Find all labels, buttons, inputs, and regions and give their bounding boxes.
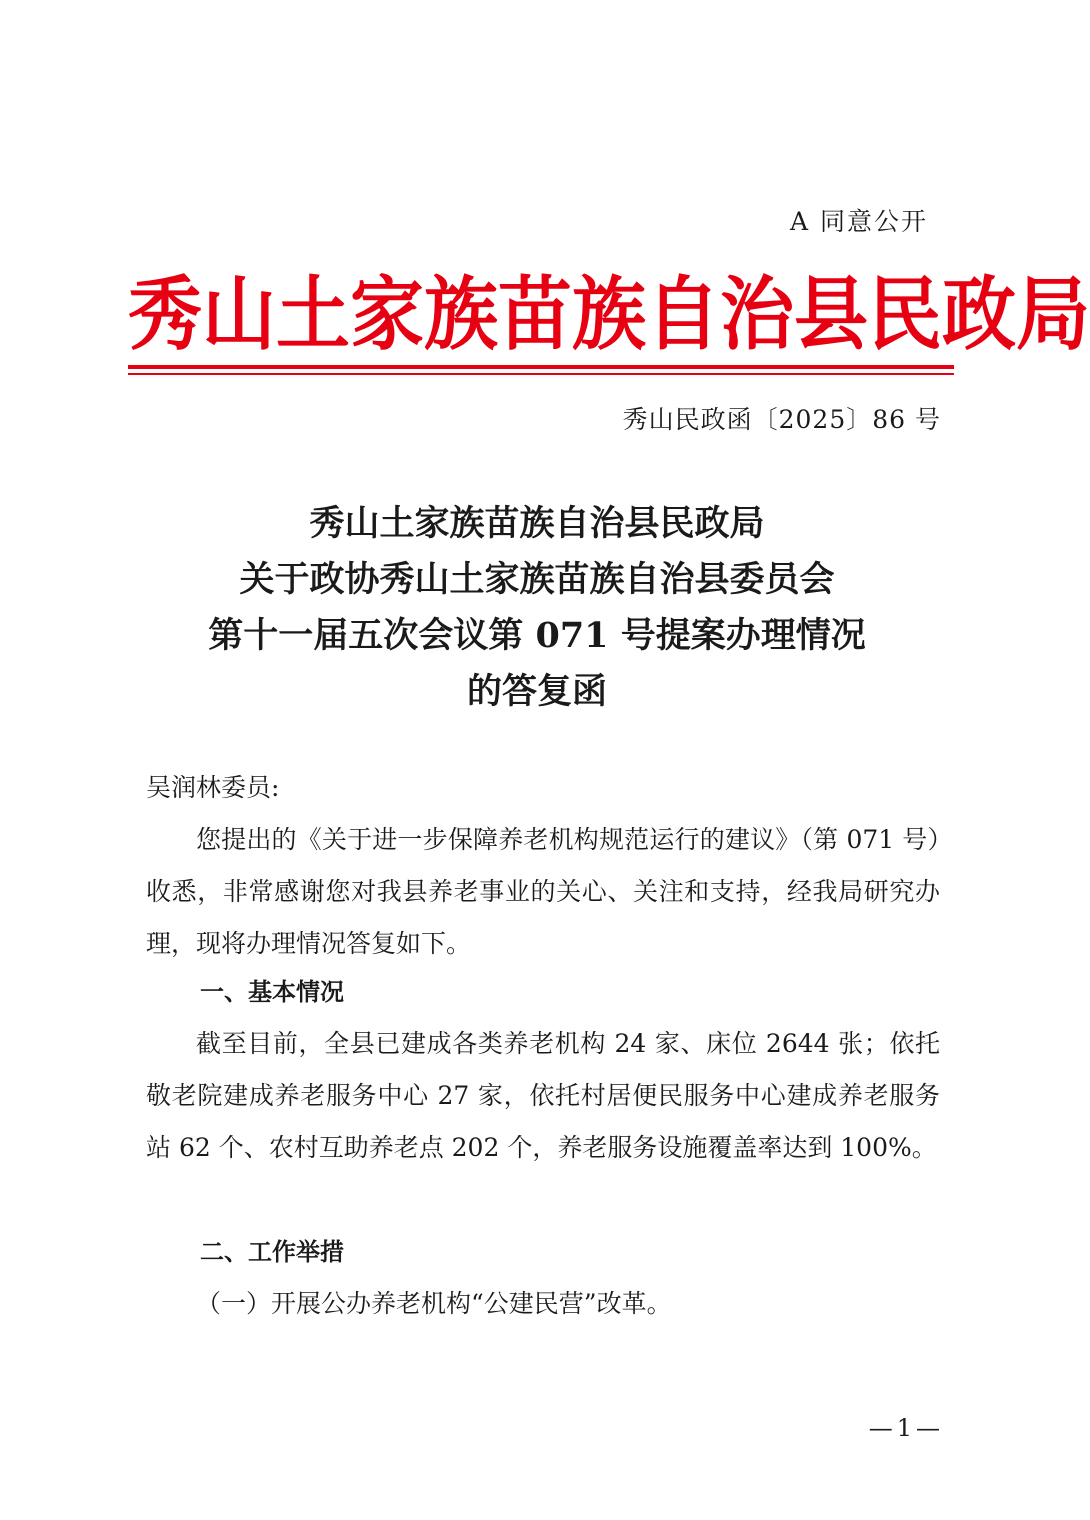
paragraph-basic-situation: 截至目前，全县已建成各类养老机构 24 家、床位 2644 张；依托敬老院建成养老服务中心 27 家，依托村居便民服务中心建成养老服务站 62 个、农村互助养老点 202 个，养老服务设施覆盖率达到 100%。: [146, 1029, 940, 1162]
org-header-char: 局: [1016, 268, 1090, 362]
sub-heading-reform: （一）开展公办养老机构“公建民营”改革。: [196, 1289, 672, 1318]
org-header-char: 土: [276, 268, 350, 362]
org-header-char: 民: [868, 268, 942, 362]
title-line: 关于政协秀山土家族苗族自治县委员会: [239, 559, 835, 600]
document-title: [0, 496, 1074, 720]
org-header-char: 治: [720, 268, 794, 362]
title-line: 秀山土家族苗族自治县民政局: [309, 503, 765, 544]
org-header-char: 苗: [498, 268, 572, 362]
section-heading-work-measures: 二、工作举措: [200, 1238, 344, 1266]
header-divider-thick: [128, 365, 954, 369]
org-header-char: 秀: [128, 268, 202, 362]
org-header-char: 县: [794, 268, 868, 362]
org-header-char: 自: [646, 268, 720, 362]
title-line: 第十一届五次会议第 071 号提案办理情况: [208, 615, 866, 656]
header-divider-thin: [128, 373, 954, 375]
org-header-char: 山: [202, 268, 276, 362]
org-header-char: 族: [424, 268, 498, 362]
disclosure-status: A 同意公开: [789, 207, 928, 236]
section-heading-basic-situation: 一、基本情况: [200, 978, 344, 1006]
org-header-char: 族: [572, 268, 646, 362]
paragraph-intro: 您提出的《关于进一步保障养老机构规范运行的建议》（第 071 号）收悉，非常感谢您对我县养老事业的关心、关注和支持，经我局研究办理，现将办理情况答复如下。: [146, 825, 940, 958]
org-header-char: 家: [350, 268, 424, 362]
title-line: 的答复函: [466, 671, 607, 712]
document-number: 秀山民政函〔2025〕86 号: [622, 405, 941, 434]
org-header: [128, 268, 1090, 362]
org-header-char: 政: [942, 268, 1016, 362]
page-number: —1—: [868, 1414, 944, 1442]
salutation: 吴润林委员:: [146, 773, 280, 802]
